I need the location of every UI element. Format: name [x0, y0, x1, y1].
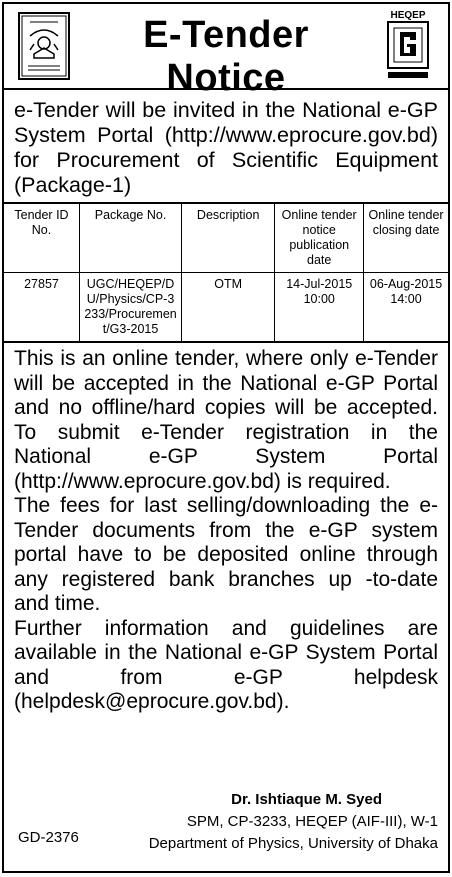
signature-block [4, 791, 448, 871]
table-header-row [4, 203, 448, 273]
signatory-department: Department of Physics, University of Dhaka [148, 835, 438, 852]
body-line: Tender documents from the e-GP system [14, 518, 438, 542]
cell-closing: 06-Aug-2015 14:00 [364, 273, 448, 343]
cell-publication: 14-Jul-2015 10:00 [275, 273, 364, 343]
heqep-logo [380, 8, 436, 82]
cell-description: OTM [182, 273, 275, 343]
body-line: and from e-GP helpdesk [14, 665, 438, 689]
intro-line: System Portal (http://www.eprocure.gov.bd) [14, 123, 438, 147]
intro-line: for Procurement of Scientific Equipment [14, 148, 438, 172]
body-line: portal have to be deposited online through [14, 543, 438, 566]
dhaka-university-logo [16, 10, 72, 82]
body-line: The fees for last selling/downloading the e- [14, 494, 438, 517]
notice-header [4, 4, 448, 99]
notice-body [4, 343, 448, 715]
body-line: (helpdesk@eprocure.gov.bd). [14, 690, 290, 713]
body-line: and no offline/hard copies will be accepted. [14, 396, 438, 419]
tender-table [4, 202, 448, 343]
intro-line: e-Tender will be invited in the National e-GP [14, 98, 438, 122]
col-header-package: Package No. [79, 203, 181, 273]
signatory-name: Dr. Ishtiaque M. Syed [231, 791, 382, 808]
notice-title: E-Tender Notice [143, 14, 309, 99]
table-row [4, 273, 448, 343]
cell-tender-id: 27857 [4, 273, 79, 343]
col-header-publication: Online tender notice publication date [275, 203, 364, 273]
intro-paragraph [4, 90, 448, 202]
body-line: any registered bank branches up -to-date [14, 567, 438, 591]
body-line: and time. [14, 592, 101, 615]
col-header-description: Description [182, 203, 275, 273]
col-header-closing: Online tender closing date [364, 203, 448, 273]
heqep-logo-text: HEQEP [390, 10, 426, 21]
cell-package: UGC/HEQEP/DU/Physics/CP-3233/Procurement/G3-2015 [79, 273, 181, 343]
body-line: Further information and guidelines are [14, 616, 438, 640]
col-header-tender-id: Tender ID No. [4, 203, 79, 273]
body-line: available in the National e-GP System Portal [14, 641, 438, 664]
signatory-designation: SPM, CP-3233, HEQEP (AIF-III), W-1 [186, 813, 438, 830]
tender-notice [2, 2, 450, 873]
body-line: will be accepted in the National e-GP Portal [14, 371, 438, 395]
gd-number: GD-2376 [18, 829, 79, 846]
intro-line: (Package-1) [14, 173, 132, 197]
body-line: This is an online tender, where only e-Tender [14, 347, 438, 370]
body-line: To submit e-Tender registration in the [14, 420, 438, 444]
body-line: National e-GP System Portal [14, 445, 438, 468]
body-line: (http://www.eprocure.gov.bd) is required. [14, 469, 391, 493]
